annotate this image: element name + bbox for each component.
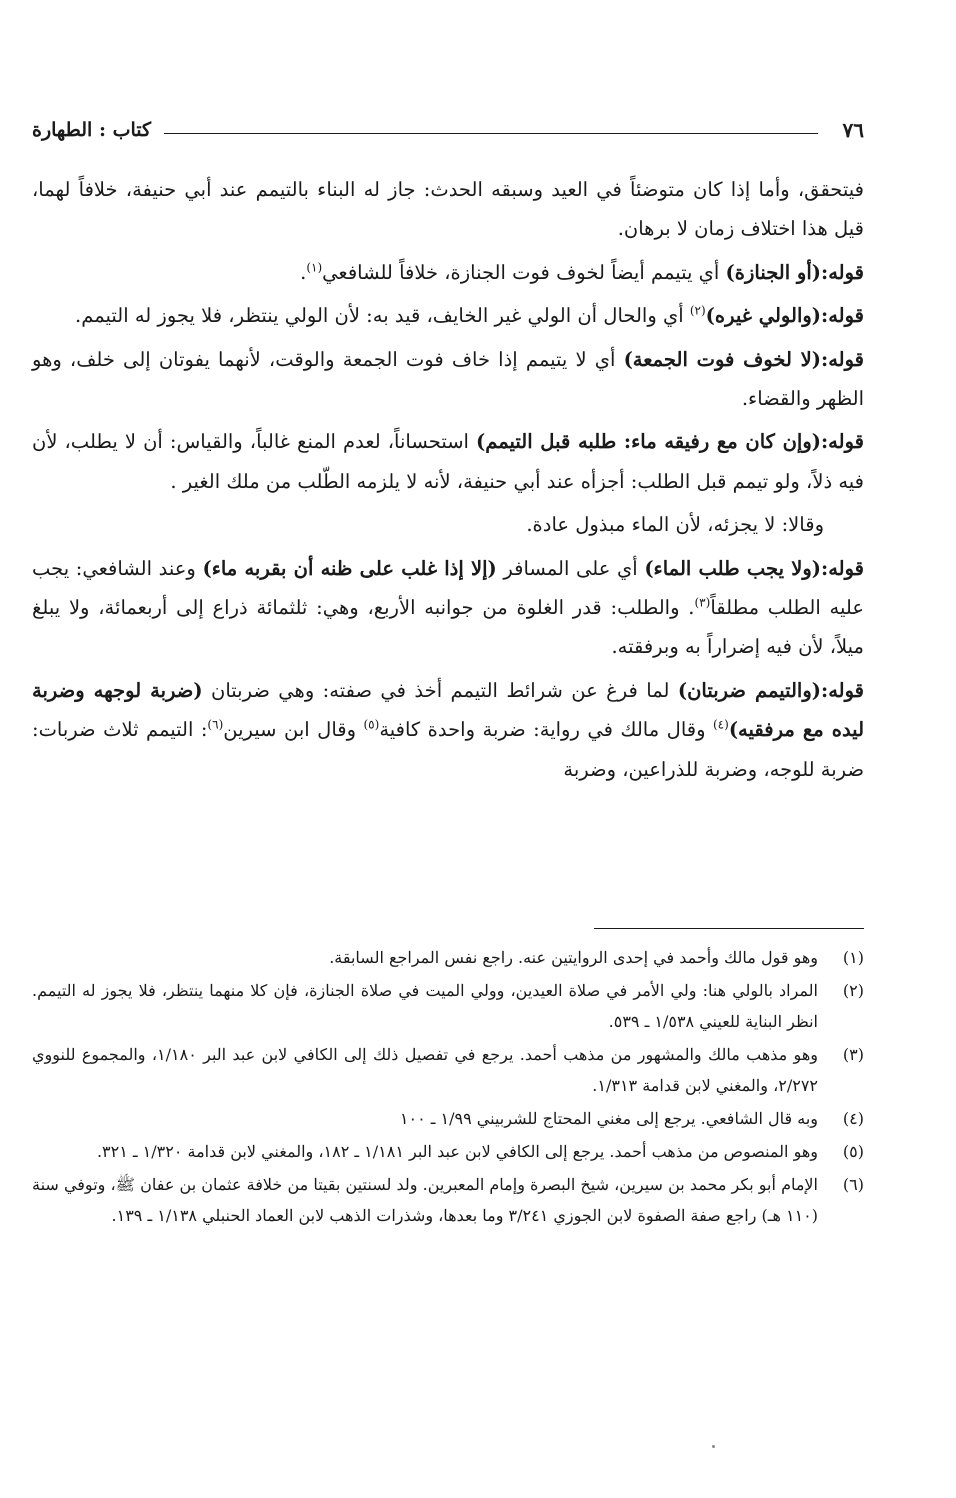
paragraph-text: أي لا يتيمم إذا خاف فوت الجمعة والوقت، لأنهما يفوتان إلى خلف، وهو الظهر والقضاء. <box>32 347 864 411</box>
footnote-separator <box>594 928 864 929</box>
paragraph-6: وقالا: لا يجزئه، لأن الماء مبذول عادة. <box>526 513 824 537</box>
qawl-label: قوله: <box>821 260 864 284</box>
paragraph-text-3: وقال ابن سيرين <box>223 718 364 742</box>
quoted-phrase: (والولي غيره) <box>705 304 821 328</box>
qawl-label: قوله: <box>820 430 864 454</box>
footnote-text: وهو مذهب مالك والمشهور من مذهب أحمد. يرجع في تفصيل ذلك إلى الكافي لابن عبد البر ١/١٨٠، والمجموع للنووي ٢/٢٧٢، والمغني لابن قدامة ١/٣١٣. <box>32 1045 818 1095</box>
footnote-text: المراد بالولي هنا: ولي الأمر في صلاة العيدين، وولي الميت في صلاة الجنازة، فإن كلا منهما ينتظر، فلا يجوز له التيمم. انظر البناية للعيني ١/٥٣٨ ـ ٥٣٩. <box>32 981 818 1031</box>
footnote-number: (٦) <box>842 1175 864 1194</box>
header-rule <box>164 133 818 134</box>
footnote-5 <box>32 1136 864 1167</box>
footnote-3 <box>32 1039 864 1101</box>
paragraph-8 <box>32 671 864 789</box>
paragraph-2 <box>32 253 864 292</box>
quoted-phrase: (أو الجنازة) <box>725 260 821 284</box>
chapter-title: كتاب : الطهارة <box>32 119 152 141</box>
footnote-text: وهو قول مالك وأحمد في إحدى الروايتين عنه. راجع نفس المراجع السابقة. <box>329 948 818 967</box>
qawl-label: قوله: <box>821 304 864 328</box>
footnote-ref-3: (٣) <box>694 595 711 610</box>
qawl-label: قوله: <box>821 556 864 580</box>
quoted-phrase: (والتيمم ضربتان) <box>677 678 821 702</box>
paragraph-tail: : التيمم ثلاث ضربات: ضربة للوجه، وضربة للذراعين، وضربة <box>32 718 864 781</box>
paragraph-4 <box>32 340 864 419</box>
paragraph-text: أي والحال أن الولي غير الخايف، قيد به: لأن الولي ينتظر، فلا يجوز له التيمم. <box>75 304 690 328</box>
paragraph-tail: . <box>300 260 307 284</box>
paragraph-1: فيتحقق، وأما إذا كان متوضئاً في العيد وسبقه الحدث: جاز له البناء بالتيمم عند أبي حنيفة، خلافاً لهما، قيل هذا اختلاف زمان لا برهان. <box>32 178 864 241</box>
footnote-text: الإمام أبو بكر محمد بن سيرين، شيخ البصرة وإمام المعبرين. ولد لسنتين بقيتا من خلافة عثمان بن عفان ﷺ، وتوفي سنة (١١٠ هـ) راجع صفة الصفوة لابن الجوزي ٣/٢٤١ وما بعدها، وشذرات الذهب لابن العماد الحنبلي ١/١٣٨ ـ ١٣٩. <box>32 1175 818 1225</box>
page-number: ٧٦ <box>842 118 864 142</box>
paragraph-5 <box>32 422 864 501</box>
footnote-1 <box>32 942 864 973</box>
footnote-number: (٥) <box>842 1142 864 1161</box>
paragraph-3 <box>32 296 864 335</box>
quoted-phrase: (ولا يجب طلب الماء) <box>644 556 821 580</box>
footnote-number: (٣) <box>842 1045 864 1064</box>
footnote-text: وهو المنصوص من مذهب أحمد. يرجع إلى الكافي لابن عبد البر ١/١٨١ ـ ١٨٢، والمغني لابن قدامة ١/٣٢٠ ـ ٣٢١. <box>96 1142 818 1161</box>
quoted-phrase-2: (ضربة لوجهه وضربة ليده مع مرفقيه) <box>32 678 865 742</box>
paragraph-text: استحساناً، لعدم المنع غالباً، والقياس: أن لا يطلب، لأن فيه ذلاً، ولو تيمم قبل الطلب: أجزأه عند أبي حنيفة، لأنه لا يلزمه الطّلب من ملك الغير . <box>32 430 864 493</box>
footnote-ref-5: (٥) <box>363 717 380 732</box>
qawl-label: قوله: <box>821 347 865 371</box>
footnote-number: (٢) <box>842 981 864 1000</box>
paragraph-text: لما فرغ عن شرائط التيمم أخذ في صفته: وهي ضربتان <box>202 678 678 702</box>
scan-speck <box>712 1445 715 1448</box>
quoted-phrase-2: (إلا إذا غلب على ظنه أن بقربه ماء) <box>202 556 497 580</box>
quoted-phrase: (وإن كان مع رفيقه ماء: طلبه قبل التيمم) <box>476 430 821 454</box>
paragraph-text-2: وقال مالك في رواية: ضربة واحدة كافية <box>379 718 713 742</box>
footnote-ref-2: (٢) <box>689 303 706 318</box>
footnote-number: (١) <box>842 948 864 967</box>
qawl-label: قوله: <box>821 678 864 702</box>
footnotes <box>32 942 864 1233</box>
footnote-text: وبه قال الشافعي. يرجع إلى مغني المحتاج للشربيني ١/٩٩ ـ ١٠٠ <box>399 1109 818 1128</box>
paragraph-text: أي على المسافر <box>496 556 645 580</box>
paragraph-tail: . والطلب: قدر الغلوة من جوانبه الأربع، وهي: ثلثمائة ذراع إلى أربعمائة، ولا يبلغ ميلاً، لأن فيه إضراراً به وبرفقته. <box>32 596 864 659</box>
footnote-ref-1: (١) <box>306 260 323 275</box>
footnote-2 <box>32 975 864 1037</box>
quoted-phrase: (لا لخوف فوت الجمعة) <box>623 347 822 371</box>
footnote-ref-4: (٤) <box>712 717 729 732</box>
footnote-ref-6: (٦) <box>207 717 224 732</box>
page-header <box>32 115 864 145</box>
paragraph-7 <box>32 549 864 667</box>
footnote-4 <box>32 1103 864 1134</box>
footnote-number: (٤) <box>842 1109 864 1128</box>
paragraph-text: أي يتيمم أيضاً لخوف فوت الجنازة، خلافاً للشافعي <box>322 260 726 284</box>
paragraph-text-2: وعند الشافعي: يجب عليه الطلب مطلقاً <box>32 556 864 620</box>
footnote-6 <box>32 1169 864 1231</box>
main-text <box>32 170 864 793</box>
